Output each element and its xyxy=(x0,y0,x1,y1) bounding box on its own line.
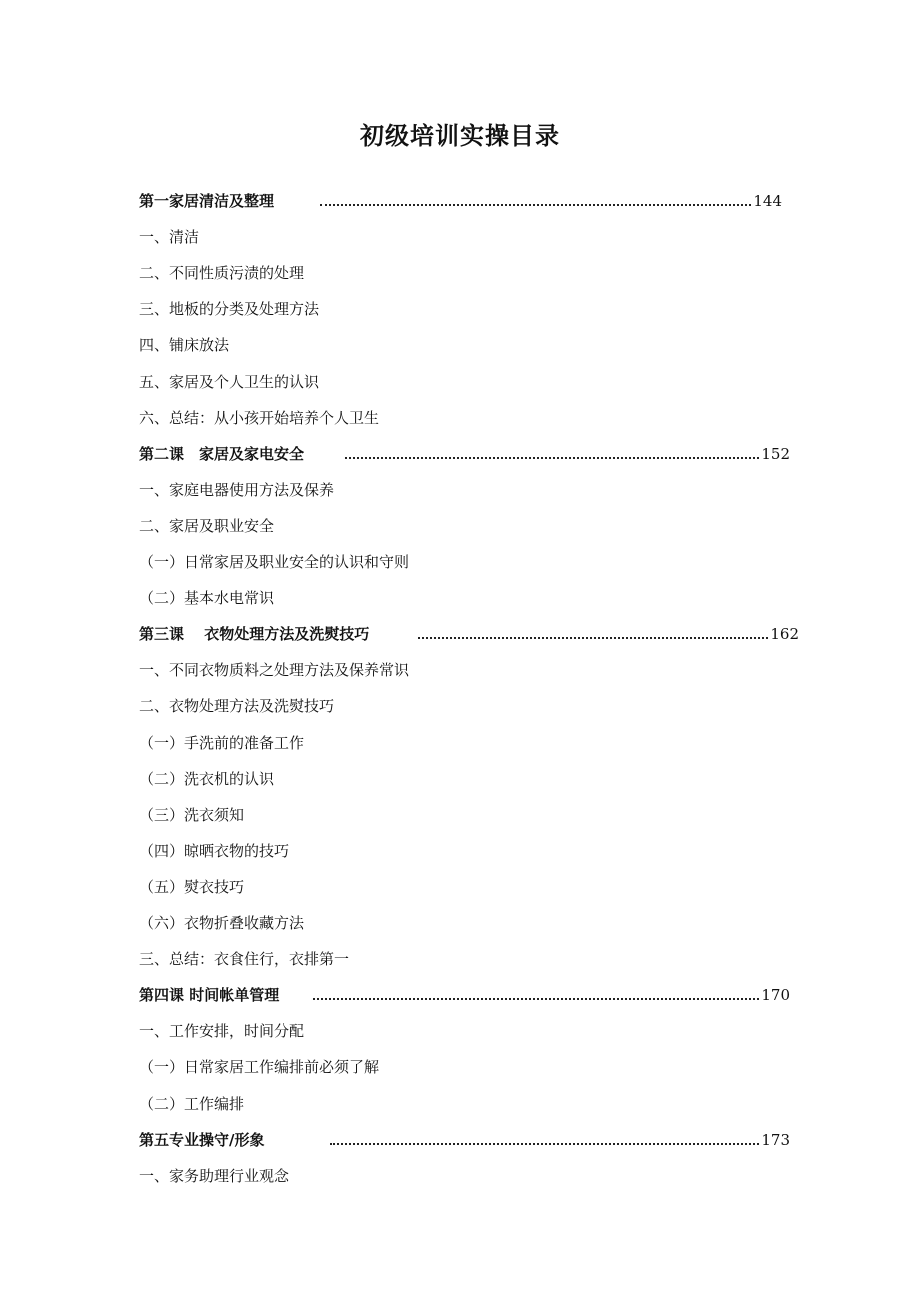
toc-chapter-heading xyxy=(139,984,790,1008)
toc-entry-text: （二）基本水电常识 xyxy=(139,589,275,607)
toc-item xyxy=(139,768,799,792)
toc-entry-text: 第四课 时间帐单管理 xyxy=(139,986,280,1004)
toc-leader-dots xyxy=(320,190,751,206)
toc-entry-text: 五、家居及个人卫生的认识 xyxy=(139,373,320,391)
toc-entry-text: （五）熨衣技巧 xyxy=(139,878,245,896)
toc-entry-text: 三、地板的分类及处理方法 xyxy=(139,300,320,318)
toc-entry-text: （一）手洗前的准备工作 xyxy=(139,734,305,752)
toc-item xyxy=(139,695,799,719)
toc-entry-text: 四、铺床放法 xyxy=(139,336,230,354)
toc-item xyxy=(139,1020,799,1044)
toc-entry-text: （一）日常家居工作编排前必须了解 xyxy=(139,1058,380,1076)
toc-item xyxy=(139,804,799,828)
page-title: 初级培训实操目录 xyxy=(360,121,560,150)
toc-leader-dots xyxy=(345,443,759,459)
toc-item xyxy=(139,948,799,972)
toc-item xyxy=(139,298,799,322)
toc-page-number: 144 xyxy=(753,192,782,210)
toc-entry-text: （二）工作编排 xyxy=(139,1095,245,1113)
toc-item xyxy=(139,1056,799,1080)
toc-item xyxy=(139,1093,799,1117)
toc-item xyxy=(139,587,799,611)
toc-entry-text: 一、工作安排，时间分配 xyxy=(139,1022,305,1040)
toc-chapter-heading xyxy=(139,1129,790,1153)
toc-entry-text: 第五专业操守/形象 xyxy=(139,1131,265,1149)
toc-item xyxy=(139,515,799,539)
toc-chapter-heading xyxy=(139,190,782,214)
toc-page-number: 170 xyxy=(761,986,790,1004)
toc-item xyxy=(139,371,799,395)
toc-page-number: 152 xyxy=(761,445,790,463)
toc-leader-dots xyxy=(330,1129,759,1145)
toc-item xyxy=(139,912,799,936)
toc-item xyxy=(139,479,799,503)
toc-entry-text: （三）洗衣须知 xyxy=(139,806,245,824)
toc-leader-dots xyxy=(313,984,759,1000)
toc-item xyxy=(139,732,799,756)
toc-chapter-heading xyxy=(139,443,790,467)
toc-entry-text: 二、家居及职业安全 xyxy=(139,517,275,535)
toc-entry-text: （一）日常家居及职业安全的认识和守则 xyxy=(139,553,410,571)
toc-item xyxy=(139,262,799,286)
toc-item xyxy=(139,226,799,250)
toc-entry-text: 一、清洁 xyxy=(139,228,200,246)
toc-page-number: 173 xyxy=(761,1131,790,1149)
toc-item xyxy=(139,407,799,431)
toc-entry-text: 一、家务助理行业观念 xyxy=(139,1167,290,1185)
toc-entry-text: （四）晾晒衣物的技巧 xyxy=(139,842,290,860)
toc-item xyxy=(139,334,799,358)
toc-entry-text: 一、家庭电器使用方法及保养 xyxy=(139,481,335,499)
toc-item xyxy=(139,659,799,683)
toc-item xyxy=(139,876,799,900)
toc-entry-text: 第三课 衣物处理方法及洗熨技巧 xyxy=(139,625,370,643)
toc-entry-text: 三、总结：衣食住行，衣排第一 xyxy=(139,950,350,968)
toc-leader-dots xyxy=(418,623,768,639)
toc-item xyxy=(139,840,799,864)
toc-entry-text: 六、总结：从小孩开始培养个人卫生 xyxy=(139,409,380,427)
toc-item xyxy=(139,1165,799,1189)
toc-entry-text: 一、不同衣物质料之处理方法及保养常识 xyxy=(139,661,410,679)
toc-entry-text: （六）衣物折叠收藏方法 xyxy=(139,914,305,932)
toc-item xyxy=(139,551,799,575)
toc-entry-text: 二、不同性质污渍的处理 xyxy=(139,264,305,282)
toc-entry-text: （二）洗衣机的认识 xyxy=(139,770,275,788)
toc-chapter-heading xyxy=(139,623,799,647)
toc-entry-text: 二、衣物处理方法及洗熨技巧 xyxy=(139,697,335,715)
toc-page-number: 162 xyxy=(770,625,799,643)
toc-entry-text: 第二课 家居及家电安全 xyxy=(139,445,305,463)
toc-entry-text: 第一家居清洁及整理 xyxy=(139,192,275,210)
